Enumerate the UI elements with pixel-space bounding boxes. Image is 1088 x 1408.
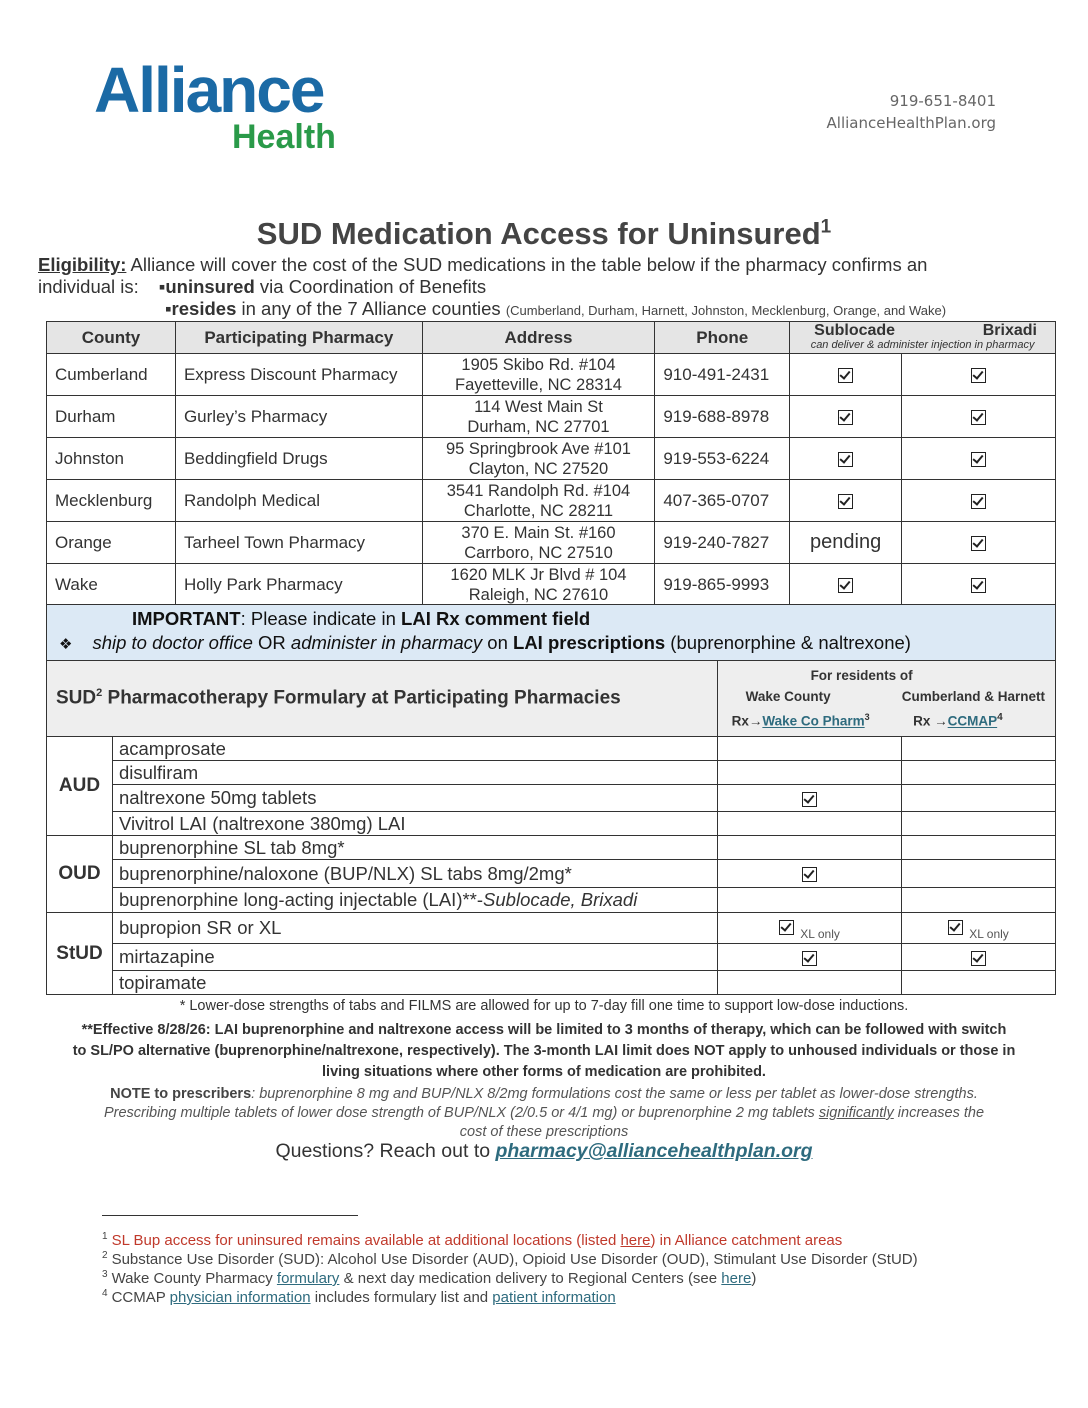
medication-name: mirtazapine bbox=[112, 944, 717, 971]
group-label: AUD bbox=[47, 737, 113, 836]
eligibility-block: Eligibility: Alliance will cover the cost of the SUD medications in the table below if the pharmacy confirms an individual is: ▪uninsured via Coordination of Benefits ▪resides in any of the 7 Alliance counties (Cumberland, Durham, Harnett, Johnston, Mecklenburg, Orange, and Wake) bbox=[38, 254, 947, 319]
footnote-4: $^4$ CCMAP physician information includes formulary list and patient information bbox=[102, 1288, 616, 1306]
contact-site: AllianceHealthPlan.org bbox=[826, 114, 996, 132]
phone-cell: 407-365-0707 bbox=[655, 480, 790, 522]
address-cell bbox=[422, 564, 655, 606]
group-label: StUD bbox=[47, 913, 113, 995]
col-address: Address bbox=[422, 322, 655, 354]
checkbox-checked-icon bbox=[971, 951, 986, 966]
footnote-3: $^3$ Wake County Pharmacy formulary & next day medication delivery to Regional Centers (see here) bbox=[102, 1269, 757, 1287]
phone-cell: 919-240-7827 bbox=[655, 522, 790, 564]
cumberland-harnett-cell bbox=[902, 785, 1056, 812]
wake-county-cell bbox=[718, 836, 902, 860]
brixadi-cell bbox=[902, 564, 1056, 606]
address-cell bbox=[422, 354, 655, 396]
effective-note: **Effective 8/28/26: LAI buprenorphine and naltrexone access will be limited to 3 months of therapy, which can be followed with switch to SL/PO alternative (buprenorphine/naltrexone, respectively). The 3-month LAI limit does NOT apply to unhoused individuals or those in living situations where other forms of medication are prohibited. bbox=[72, 1022, 1016, 1080]
cumberland-harnett-cell bbox=[902, 860, 1056, 888]
bullet-icon: ❖ bbox=[59, 635, 73, 653]
pharmacy-cell: Randolph Medical bbox=[175, 480, 422, 522]
formulary-row bbox=[47, 812, 1056, 836]
checkbox-checked-icon bbox=[971, 578, 986, 593]
brixadi-cell bbox=[902, 438, 1056, 480]
footnote-1-here-link[interactable]: here bbox=[620, 1232, 651, 1249]
wake-county-cell bbox=[718, 812, 902, 836]
col-lai: Sublocade Brixadi can deliver & administer injection in pharmacy bbox=[790, 322, 1056, 354]
questions-line: Questions? Reach out to pharmacy@alliancehealthplan.org bbox=[275, 1140, 813, 1162]
address-line1: 114 West Main St bbox=[474, 397, 603, 416]
cumberland-harnett-cell bbox=[902, 913, 1056, 944]
contact-phone: 919-651-8401 bbox=[889, 92, 996, 110]
medication-name: topiramate bbox=[112, 971, 717, 995]
wake-county-cell bbox=[718, 785, 902, 812]
cumberland-harnett-cell bbox=[902, 761, 1056, 785]
formulary-row bbox=[47, 913, 1056, 944]
footnote-1: $^1$ SL Bup access for uninsured remains available at additional locations (listed here) in Alliance catchment areas bbox=[102, 1231, 843, 1249]
medication-name: acamprosate bbox=[112, 737, 717, 761]
wake-county-cell bbox=[718, 888, 902, 913]
formulary-row bbox=[47, 971, 1056, 995]
checkbox-checked-icon bbox=[971, 368, 986, 383]
footnote-3-here-link[interactable]: here bbox=[721, 1270, 752, 1287]
sublocade-cell bbox=[790, 564, 902, 606]
wake-county-cell bbox=[718, 860, 902, 888]
county-cell: Durham bbox=[47, 396, 176, 438]
cumberland-harnett-cell bbox=[902, 888, 1056, 913]
page-title: SUD Medication Access for Uninsured$^1$ bbox=[256, 216, 832, 251]
address-line1: 370 E. Main St. #160 bbox=[461, 523, 616, 542]
physician-info-link[interactable]: physician information bbox=[169, 1289, 311, 1306]
medication-name: buprenorphine/naloxone (BUP/NLX) SL tabs 8mg/2mg* bbox=[112, 860, 717, 888]
sublocade-cell bbox=[790, 480, 902, 522]
cumberland-harnett-cell bbox=[902, 944, 1056, 971]
sublocade-cell bbox=[790, 438, 902, 480]
pharmacy-email-link[interactable]: pharmacy@alliancehealthplan.org bbox=[495, 1140, 813, 1162]
medication-name: Vivitrol LAI (naltrexone 380mg) LAI bbox=[112, 812, 717, 836]
pharmacy-row bbox=[47, 396, 1056, 438]
address-line2: Raleigh, NC 27610 bbox=[468, 585, 609, 604]
checkbox-checked-icon bbox=[802, 792, 817, 807]
residents-header: For residents of Wake County Cumberland & Harnett Rx→Wake Co Pharm$^3$ $Rx \to CCMAP^4$ bbox=[718, 661, 1056, 737]
address-line2: Fayetteville, NC 28314 bbox=[455, 375, 622, 394]
important-notice: IMPORTANT: Please indicate in LAI Rx comment field ❖ ship to doctor office OR administer in pharmacy on LAI prescriptions (buprenorphine & naltrexone) bbox=[46, 604, 1056, 662]
formulary-table bbox=[46, 660, 1056, 995]
checkbox-checked-icon bbox=[802, 867, 817, 882]
medication-name: bupropion SR or XL bbox=[112, 913, 717, 944]
address-line2: Carrboro, NC 27510 bbox=[464, 543, 613, 562]
pharmacy-row bbox=[47, 522, 1056, 564]
logo-word: Alliance bbox=[94, 54, 324, 126]
checkbox-checked-icon bbox=[838, 368, 853, 383]
wake-county-cell bbox=[718, 944, 902, 971]
pharmacy-row bbox=[47, 564, 1056, 606]
address-line1: 95 Springbrook Ave #101 bbox=[445, 439, 631, 458]
county-cell: Mecklenburg bbox=[47, 480, 176, 522]
sublocade-cell: pending bbox=[790, 522, 902, 564]
cumberland-harnett-cell bbox=[902, 812, 1056, 836]
medication-name: naltrexone 50mg tablets bbox=[112, 785, 717, 812]
patient-info-link[interactable]: patient information bbox=[492, 1289, 616, 1306]
wake-county-cell bbox=[718, 737, 902, 761]
formulary-row bbox=[47, 944, 1056, 971]
pharmacy-row bbox=[47, 354, 1056, 396]
prescriber-note: NOTE to prescribers: buprenorphine 8 mg and BUP/NLX 8/2mg formulations cost the same or less per tablet as lower-dose strengths. Prescribing multiple tablets of lower dose strength of BUP/NLX (2/0.5 or 4/1 mg) or buprenorphine 2 mg tablets significantly increases the cost of these prescriptions bbox=[103, 1086, 985, 1140]
pharmacy-table-header bbox=[47, 322, 1056, 354]
phone-cell: 919-688-8978 bbox=[655, 396, 790, 438]
address-line1: 1905 Skibo Rd. #104 bbox=[461, 355, 616, 374]
address-cell bbox=[422, 522, 655, 564]
brixadi-cell bbox=[902, 480, 1056, 522]
eligibility-label: Eligibility: bbox=[38, 254, 127, 275]
county-cell: Johnston bbox=[47, 438, 176, 480]
brixadi-cell bbox=[902, 396, 1056, 438]
checkbox-checked-icon bbox=[971, 494, 986, 509]
formulary-row bbox=[47, 888, 1056, 913]
col-pharmacy: Participating Pharmacy bbox=[175, 322, 422, 354]
formulary-header bbox=[47, 661, 1056, 737]
checkbox-checked-icon bbox=[838, 410, 853, 425]
wake-county-cell bbox=[718, 971, 902, 995]
county-cell: Wake bbox=[47, 564, 176, 606]
wake-county-cell bbox=[718, 913, 902, 944]
address-line1: 3541 Randolph Rd. #104 bbox=[446, 481, 631, 500]
address-line2: Charlotte, NC 28211 bbox=[463, 501, 614, 520]
checkbox-checked-icon bbox=[802, 951, 817, 966]
checkbox-checked-icon bbox=[779, 920, 794, 935]
col-county: County bbox=[47, 322, 176, 354]
address-line2: Clayton, NC 27520 bbox=[468, 459, 609, 478]
address-cell bbox=[422, 438, 655, 480]
xl-only-note: XL only bbox=[969, 927, 1009, 941]
sublocade-cell bbox=[790, 396, 902, 438]
footnote-2: $^2$ Substance Use Disorder (SUD): Alcohol Use Disorder (AUD), Opioid Use Disorder (OUD), Stimulant Use Disorder (StUD) bbox=[102, 1250, 918, 1268]
pharmacy-table bbox=[46, 321, 1056, 606]
checkbox-checked-icon bbox=[971, 410, 986, 425]
group-label: OUD bbox=[47, 836, 113, 913]
formulary-row bbox=[47, 860, 1056, 888]
brixadi-cell bbox=[902, 354, 1056, 396]
xl-only-note: XL only bbox=[800, 927, 840, 941]
phone-cell: 919-553-6224 bbox=[655, 438, 790, 480]
checkbox-checked-icon bbox=[838, 494, 853, 509]
sublocade-cell bbox=[790, 354, 902, 396]
address-cell bbox=[422, 480, 655, 522]
wake-county-cell bbox=[718, 761, 902, 785]
lower-dose-note: * Lower-dose strengths of tabs and FILMS are allowed for up to 7-day fill one time to support low-dose inductions. bbox=[179, 998, 909, 1014]
contact-block bbox=[827, 90, 996, 134]
pharmacy-row bbox=[47, 480, 1056, 522]
medication-name: buprenorphine long-acting injectable (LAI)**-Sublocade, Brixadi bbox=[112, 888, 717, 913]
formulary-row bbox=[47, 836, 1056, 860]
brixadi-cell bbox=[902, 522, 1056, 564]
phone-cell: 910-491-2431 bbox=[655, 354, 790, 396]
wake-co-pharm-link[interactable]: Wake Co Pharm bbox=[762, 713, 865, 729]
checkbox-checked-icon bbox=[971, 536, 986, 551]
address-cell bbox=[422, 396, 655, 438]
address-line1: 1620 MLK Jr Blvd # 104 bbox=[450, 565, 627, 584]
address-line2: Durham, NC 27701 bbox=[467, 417, 610, 436]
pharmacy-cell: Gurley’s Pharmacy bbox=[175, 396, 422, 438]
ccmap-link[interactable]: CCMAP bbox=[947, 713, 998, 729]
alliance-logo bbox=[94, 54, 324, 126]
checkbox-checked-icon bbox=[971, 452, 986, 467]
formulary-row bbox=[47, 737, 1056, 761]
formulary-row bbox=[47, 785, 1056, 812]
col-phone: Phone bbox=[655, 322, 790, 354]
footnote-divider bbox=[102, 1215, 358, 1216]
pharmacy-cell: Tarheel Town Pharmacy bbox=[175, 522, 422, 564]
cumberland-harnett-cell bbox=[902, 737, 1056, 761]
county-cell: Cumberland bbox=[47, 354, 176, 396]
county-cell: Orange bbox=[47, 522, 176, 564]
medication-name: buprenorphine SL tab 8mg* bbox=[112, 836, 717, 860]
pharmacy-cell: Holly Park Pharmacy bbox=[175, 564, 422, 606]
health-logo-text: Health bbox=[232, 118, 336, 156]
checkbox-checked-icon bbox=[948, 920, 963, 935]
formulary-row bbox=[47, 761, 1056, 785]
checkbox-checked-icon bbox=[838, 452, 853, 467]
pharmacy-row bbox=[47, 438, 1056, 480]
pharmacy-cell: Express Discount Pharmacy bbox=[175, 354, 422, 396]
formulary-title: SUD$^2$ Pharmacotherapy Formulary at Participating Pharmacies bbox=[47, 661, 718, 737]
phone-cell: 919-865-9993 bbox=[655, 564, 790, 606]
formulary-link[interactable]: formulary bbox=[276, 1270, 340, 1287]
cumberland-harnett-cell bbox=[902, 971, 1056, 995]
cumberland-harnett-cell bbox=[902, 836, 1056, 860]
medication-name: disulfiram bbox=[112, 761, 717, 785]
pharmacy-cell: Beddingfield Drugs bbox=[175, 438, 422, 480]
checkbox-checked-icon bbox=[838, 578, 853, 593]
county-list: (Cumberland, Durham, Harnett, Johnston, Mecklenburg, Orange, and Wake) bbox=[505, 303, 947, 318]
